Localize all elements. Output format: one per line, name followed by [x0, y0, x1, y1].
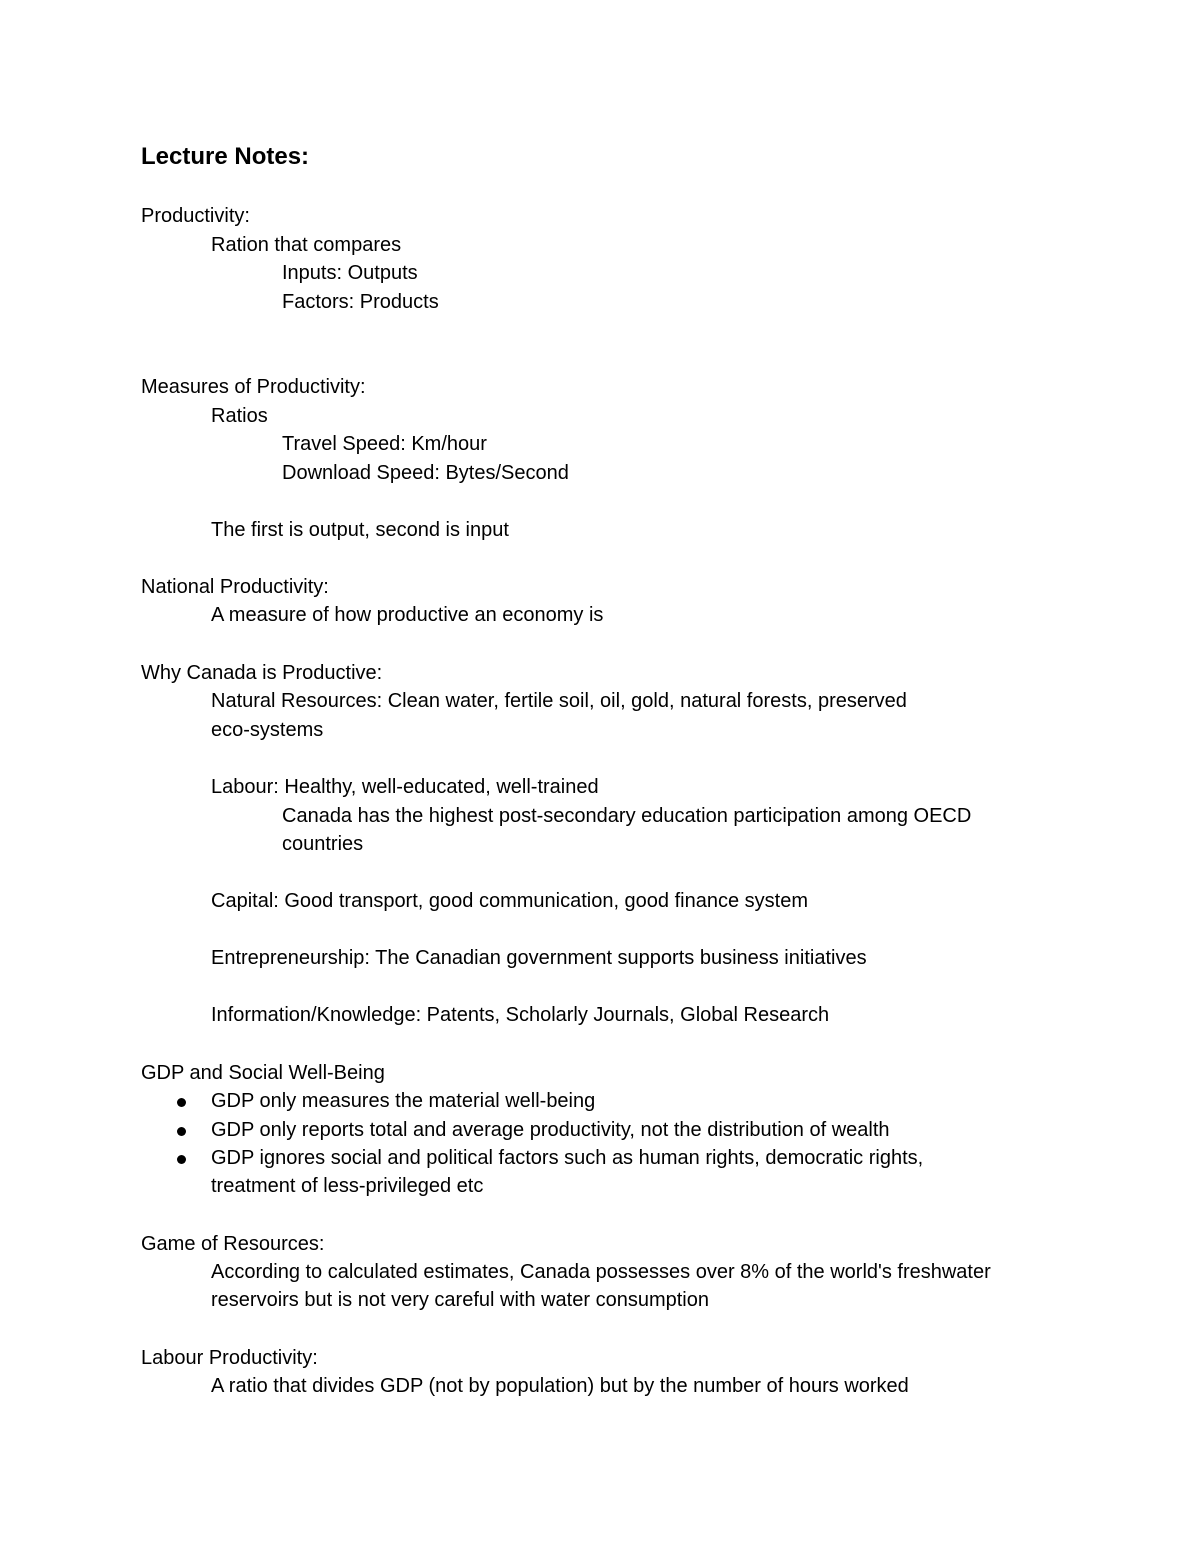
text-line: countries — [282, 833, 364, 855]
heading-national-productivity: National Productivity: — [141, 576, 329, 598]
heading-game-of-resources: Game of Resources: — [141, 1233, 325, 1255]
text-line: Ratios — [211, 405, 268, 427]
text-line: A ratio that divides GDP (not by population) but by the number of hours worked — [211, 1375, 909, 1397]
list-item-continuation: treatment of less-privileged etc — [211, 1175, 484, 1197]
heading-labour-productivity: Labour Productivity: — [141, 1347, 318, 1369]
text-line: Factors: Products — [282, 291, 439, 313]
heading-productivity: Productivity: — [141, 205, 250, 227]
text-line: Information/Knowledge: Patents, Scholarly Journals, Global Research — [211, 1004, 830, 1026]
text-line: A measure of how productive an economy is — [211, 604, 604, 626]
text-line: Travel Speed: Km/hour — [282, 433, 487, 455]
text-line: Ration that compares — [211, 234, 402, 256]
text-line: Labour: Healthy, well-educated, well-trained — [211, 776, 599, 798]
list-item: GDP only reports total and average productivity, not the distribution of wealth — [211, 1119, 890, 1141]
text-line: Entrepreneurship: The Canadian government supports business initiatives — [211, 947, 867, 969]
heading-gdp-and-social-well-being: GDP and Social Well-Being — [141, 1062, 385, 1084]
list-item: GDP ignores social and political factors such as human rights, democratic rights, — [211, 1147, 924, 1169]
text-line: eco-systems — [211, 719, 324, 741]
text-line: The first is output, second is input — [211, 519, 509, 541]
bullet-icon — [177, 1098, 186, 1107]
text-line: Capital: Good transport, good communication, good finance system — [211, 890, 808, 912]
page-title: Lecture Notes: — [141, 143, 310, 170]
text-line: Download Speed: Bytes/Second — [282, 462, 569, 484]
bullet-icon — [177, 1127, 186, 1136]
heading-why-canada-is-productive: Why Canada is Productive: — [141, 662, 383, 684]
text-line: Inputs: Outputs — [282, 262, 418, 284]
text-line: Canada has the highest post-secondary education participation among OECD — [282, 805, 972, 827]
text-line: Natural Resources: Clean water, fertile soil, oil, gold, natural forests, preserved — [211, 690, 907, 712]
list-item: GDP only measures the material well-being — [211, 1090, 596, 1112]
bullet-icon — [177, 1155, 186, 1164]
text-line: According to calculated estimates, Canada possesses over 8% of the world's freshwater — [211, 1261, 991, 1283]
heading-measures-of-productivity: Measures of Productivity: — [141, 376, 366, 398]
text-line: reservoirs but is not very careful with water consumption — [211, 1289, 709, 1311]
